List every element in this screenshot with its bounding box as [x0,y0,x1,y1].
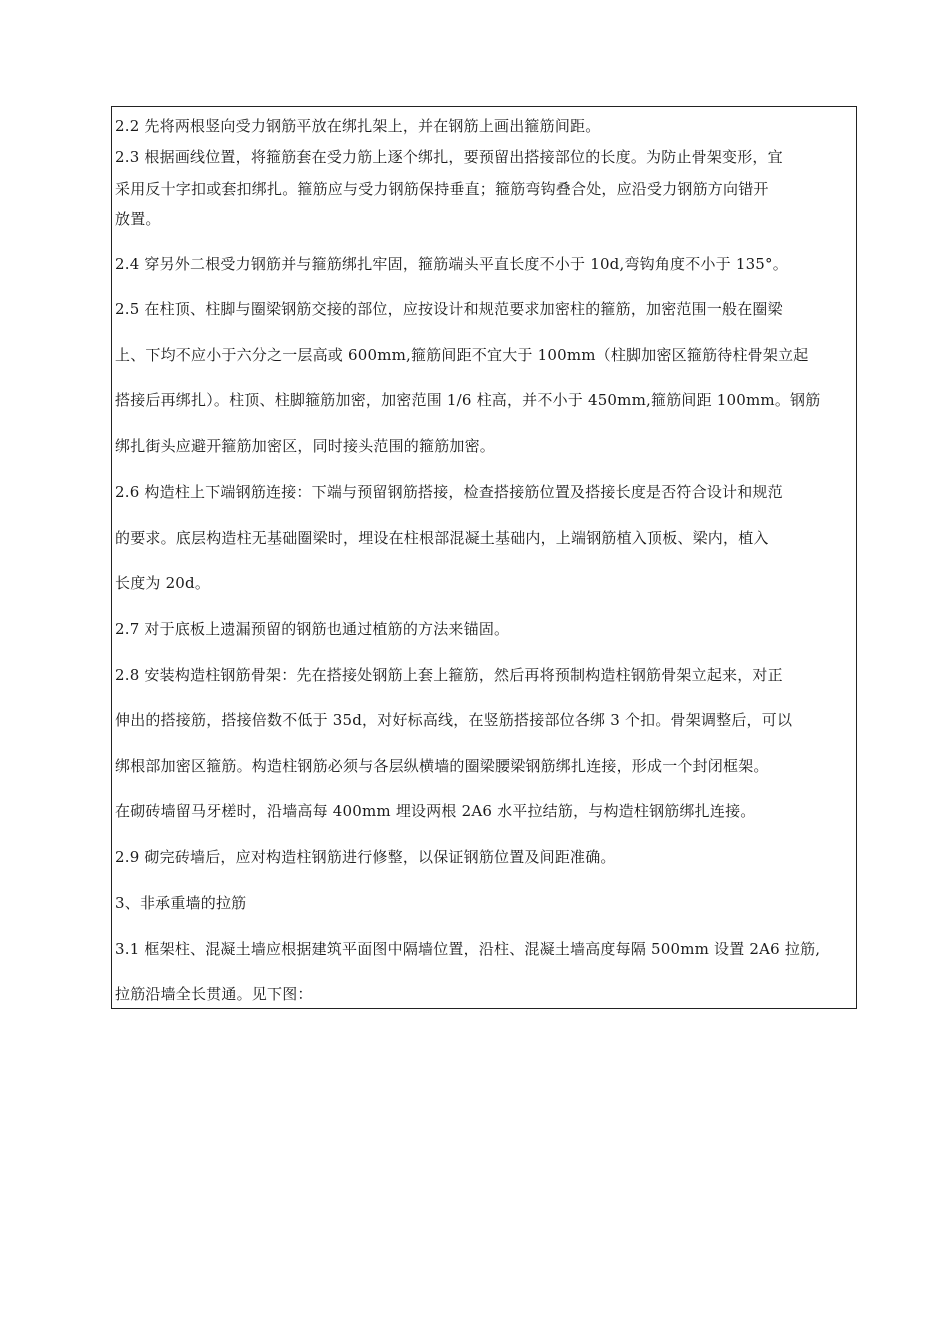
text-line: 2.9 砌完砖墙后，应对构造柱钢筋进行修整，以保证钢筋位置及间距准确。 [115,848,616,866]
text-line: 搭接后再绑扎）。柱顶、柱脚箍筋加密，加密范围 1/6 柱高，并不小于 450mm,箍筋间距 100mm。钢筋 [115,391,821,409]
text-line: 在砌砖墙留马牙槎时，沿墙高每 400mm 埋设两根 2A6 水平拉结筋，与构造柱钢筋绑扎连接。 [115,802,756,820]
text-line: 2.7 对于底板上遗漏预留的钢筋也通过植筋的方法来锚固。 [115,620,510,638]
text-line: 2.2 先将两根竖向受力钢筋平放在绑扎架上，并在钢筋上画出箍筋间距。 [115,117,601,135]
text-line: 2.3 根据画线位置，将箍筋套在受力筋上逐个绑扎，要预留出搭接部位的长度。为防止骨架变形，宜 [115,148,783,166]
text-line: 2.6 构造柱上下端钢筋连接：下端与预留钢筋搭接，检查搭接筋位置及搭接长度是否符合设计和规范 [115,483,783,501]
section-heading: 3、非承重墙的拉筋 [115,894,247,912]
text-line: 长度为 20d。 [115,574,211,592]
document-frame [111,106,857,1009]
text-line: 2.8 安装构造柱钢筋骨架：先在搭接处钢筋上套上箍筋，然后再将预制构造柱钢筋骨架立起来，对正 [115,666,783,684]
text-line: 的要求。底层构造柱无基础圈梁时，埋设在柱根部混凝土基础内，上端钢筋植入顶板、梁内，植入 [115,529,769,547]
text-line: 2.4 穿另外二根受力钢筋并与箍筋绑扎牢固，箍筋端头平直长度不小于 10d,弯钩角度不小于 135°。 [115,255,788,273]
text-line: 绑扎街头应避开箍筋加密区，同时接头范围的箍筋加密。 [115,437,496,455]
text-line: 上、下均不应小于六分之一层高或 600mm,箍筋间距不宜大于 100mm（柱脚加密区箍筋待柱骨架立起 [115,346,809,364]
text-line: 采用反十字扣或套扣绑扎。箍筋应与受力钢筋保持垂直；箍筋弯钩叠合处，应沿受力钢筋方向错开 [115,180,769,198]
text-line: 3.1 框架柱、混凝土墙应根据建筑平面图中隔墙位置，沿柱、混凝土墙高度每隔 500mm 设置 2A6 拉筋, [115,940,821,958]
text-line: 2.5 在柱顶、柱脚与圈梁钢筋交接的部位，应按设计和规范要求加密柱的箍筋，加密范围一般在圈梁 [115,300,783,318]
text-line: 绑根部加密区箍筋。构造柱钢筋必须与各层纵横墙的圈梁腰梁钢筋绑扎连接，形成一个封闭框架。 [115,757,769,775]
text-line: 放置。 [115,210,161,228]
text-line: 拉筋沿墙全长贯通。见下图： [115,985,313,1003]
text-line: 伸出的搭接筋，搭接倍数不低于 35d，对好标高线，在竖筋搭接部位各绑 3 个扣。骨架调整后，可以 [115,711,793,729]
